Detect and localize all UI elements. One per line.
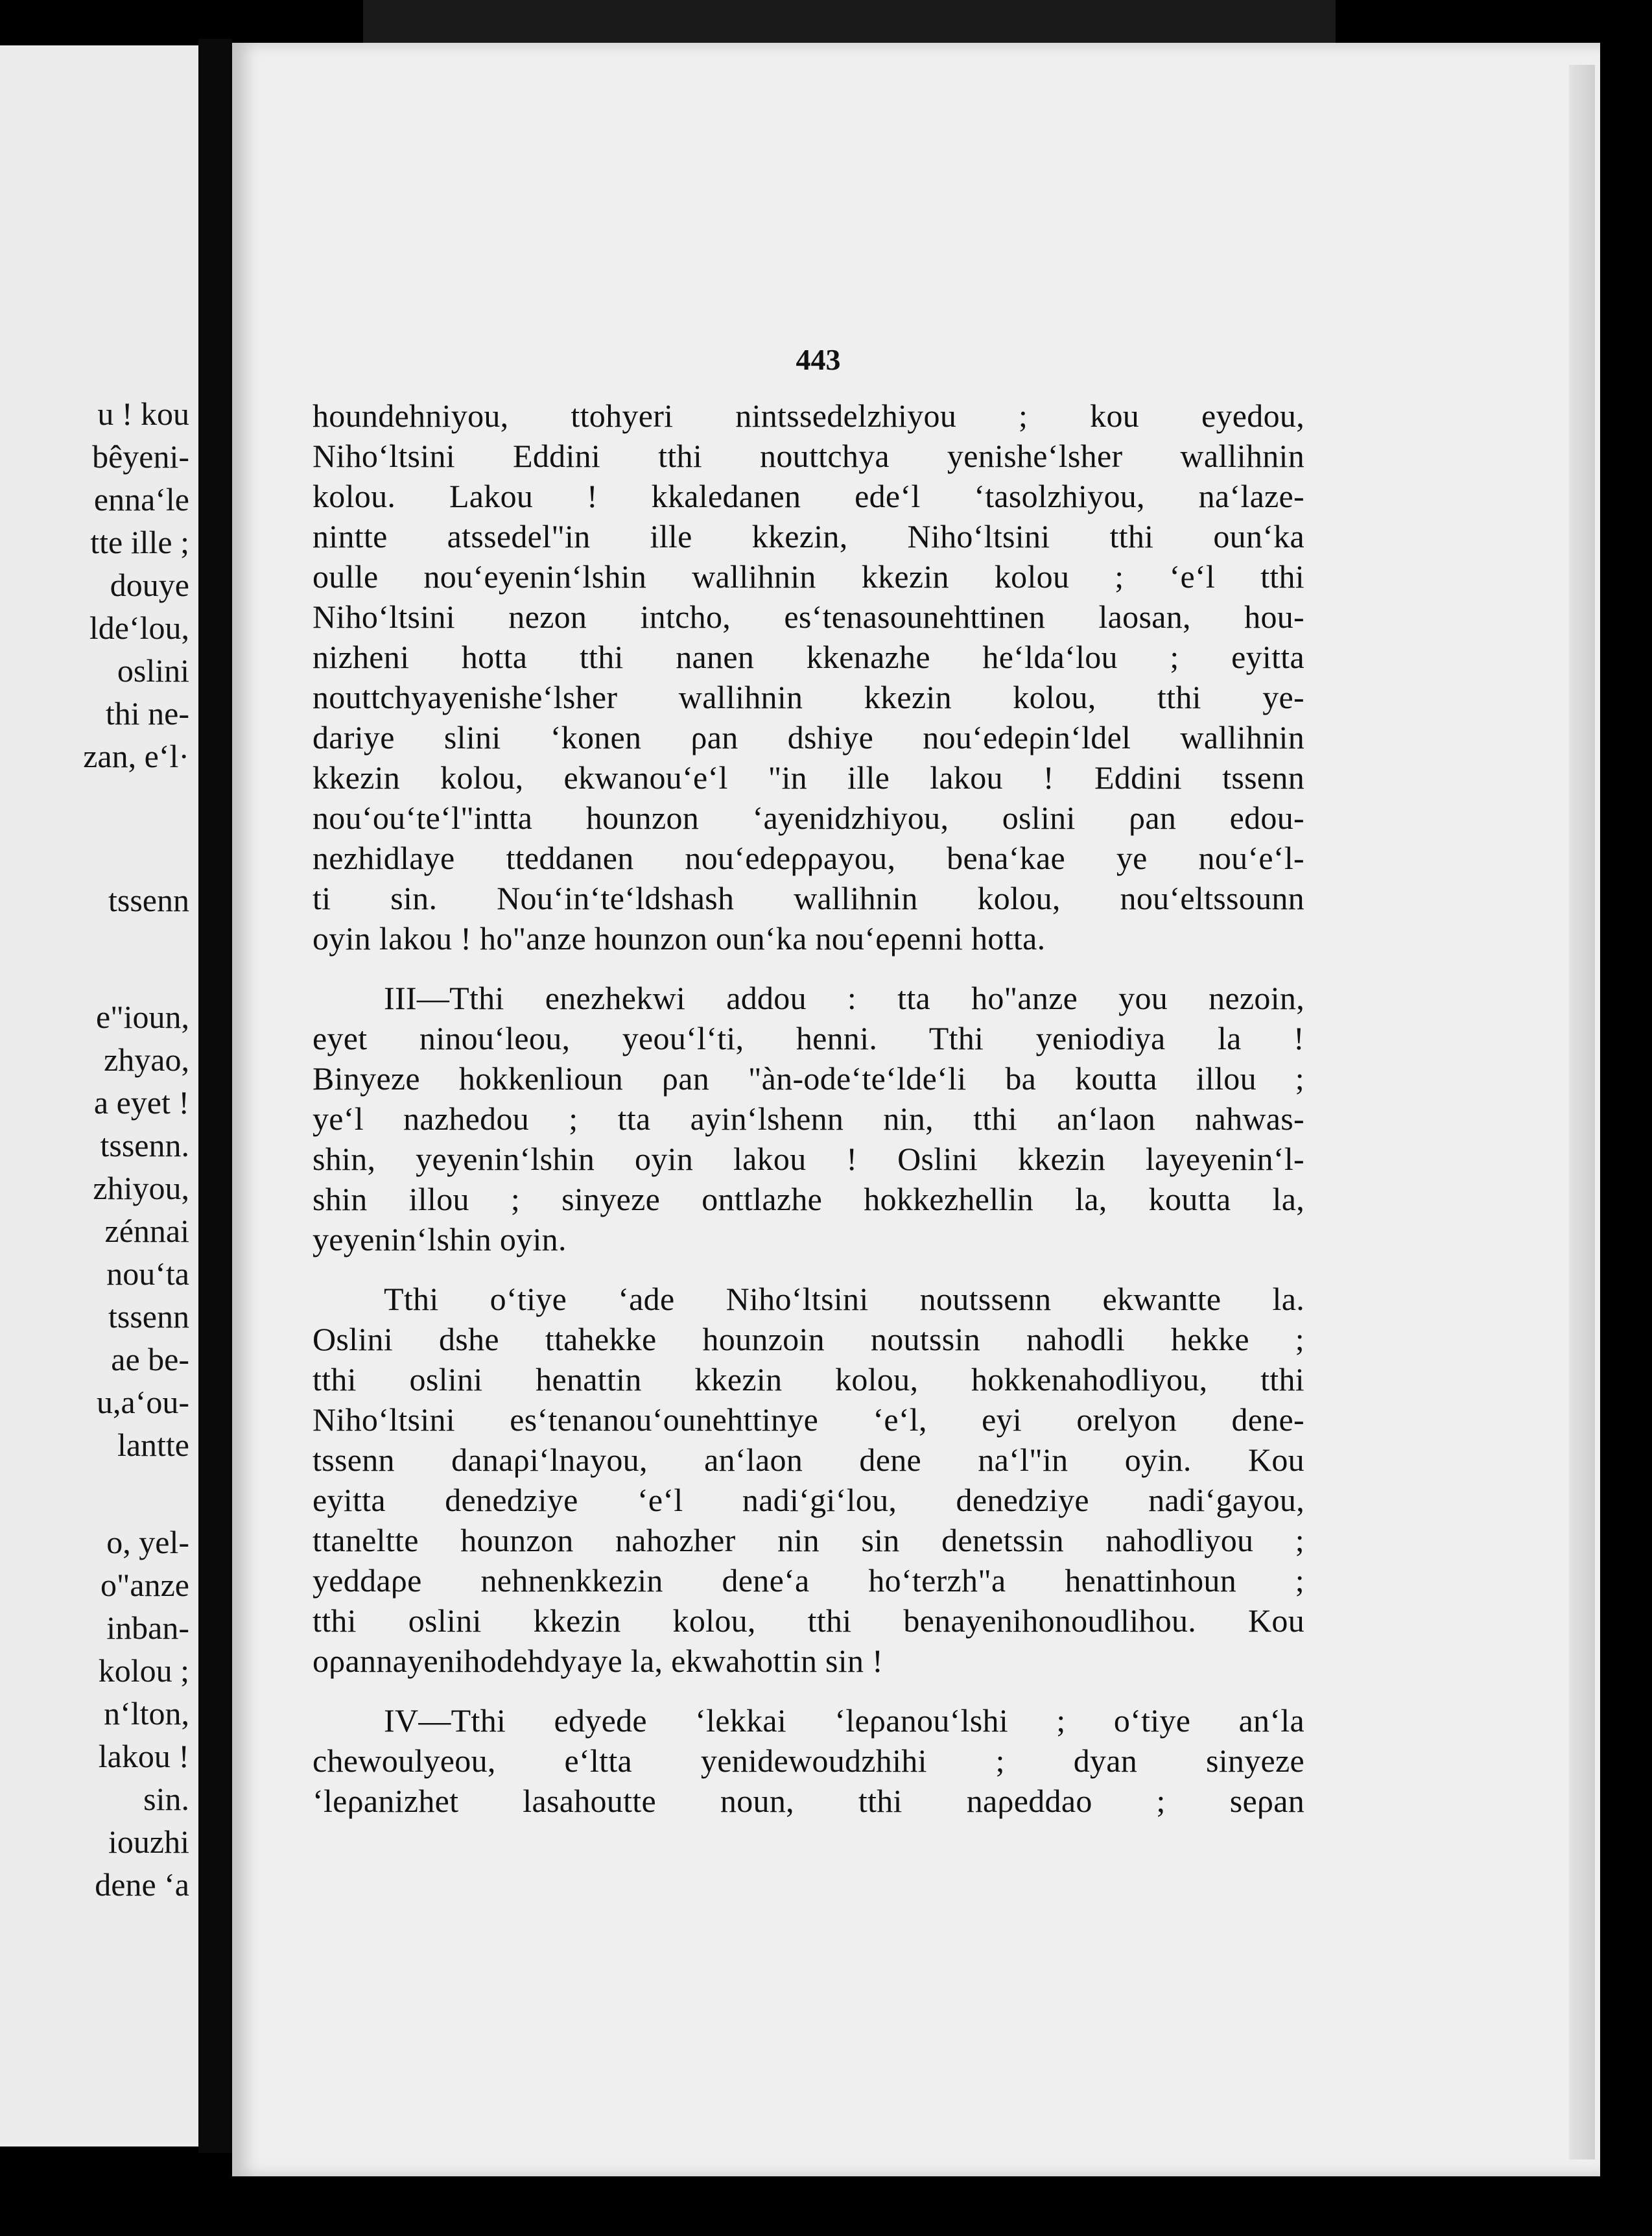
text-line: Niho‘ltsini Eddini tthi nouttchya yenishe‘lsher wallihnin xyxy=(313,438,1304,474)
text-line: nintte atssedel"in ille kkezin, Niho‘ltsini tthi oun‘ka xyxy=(313,518,1304,554)
text-line: tthi oslini henattin kkezin kolou, hokkenahodliyou, tthi xyxy=(313,1361,1304,1398)
left-line: lakou ! xyxy=(98,1738,189,1774)
left-line: inban- xyxy=(106,1610,189,1646)
page-edge-shadow xyxy=(1569,65,1595,2159)
left-line: lantte xyxy=(117,1427,189,1463)
left-line: n‘lton, xyxy=(104,1695,189,1731)
left-line: a eyet ! xyxy=(93,1084,189,1121)
text-line: nizheni hotta tthi nanen kkenazhe he‘lda‘lou ; eyitta xyxy=(313,639,1304,675)
left-line: tte ille ; xyxy=(90,524,189,560)
left-line: e"ioun, xyxy=(96,999,189,1035)
text-line: Binyeze hokkenlioun ρan "àn-ode‘te‘lde‘li ba koutta illou ; xyxy=(313,1060,1304,1097)
left-line: oslini xyxy=(117,652,189,689)
scan-top-edge xyxy=(363,0,1336,43)
text-line: shin, yeyenin‘lshin oyin lakou ! Oslini kkezin layeyenin‘l- xyxy=(313,1141,1304,1177)
text-line: kolou. Lakou ! kkaledanen ede‘l ‘tasolzhiyou, na‘laze- xyxy=(313,478,1304,514)
left-line: zan, e‘l· xyxy=(83,738,189,774)
left-line: enna‘le xyxy=(93,481,189,517)
left-line: u ! kou xyxy=(97,396,189,432)
left-line: zhiyou, xyxy=(93,1170,189,1206)
text-line: tssenn danaρi‘lnayou, an‘laon dene na‘l"in oyin. Kou xyxy=(313,1442,1304,1478)
left-line: zénnai xyxy=(104,1213,189,1249)
left-line: nou‘ta xyxy=(106,1255,189,1292)
left-line: lde‘lou, xyxy=(89,610,189,646)
text-line: yeddaρe nehnenkkezin dene‘a ho‘terzh"a henattinhoun ; xyxy=(313,1562,1304,1599)
left-line: douye xyxy=(110,567,189,603)
text-line: eyitta denedziye ‘e‘l nadi‘gi‘lou, denedziye nadi‘gayou, xyxy=(313,1482,1304,1518)
text-line: ‘leρanizhet lasahoutte noun, tthi naρeddao ; seρan xyxy=(313,1783,1304,1819)
left-line: iouzhi xyxy=(108,1824,189,1860)
left-line: kolou ; xyxy=(98,1652,189,1689)
book-gutter xyxy=(198,39,232,2153)
left-line: thi ne- xyxy=(105,695,189,731)
text-line: nou‘ou‘te‘l"intta hounzon ‘ayenidzhiyou, oslini ρan edou- xyxy=(313,800,1304,836)
page-number: 443 xyxy=(796,343,841,376)
text-line: kkezin kolou, ekwanou‘e‘l "in ille lakou ! Eddini tssenn xyxy=(313,759,1304,796)
text-line: yeyenin‘lshin oyin. xyxy=(313,1221,567,1257)
text-line: tthi oslini kkezin kolou, tthi benayenihonoudlihou. Kou xyxy=(313,1602,1304,1639)
left-line: sin. xyxy=(143,1781,189,1817)
text-line: ttaneltte hounzon nahozher nin sin denetssin nahodliyou ; xyxy=(313,1522,1304,1558)
text-line: dariye slini ‘konen ρan dshiye nou‘edeρin‘ldel wallihnin xyxy=(313,719,1304,755)
left-line: tssenn xyxy=(108,1298,189,1335)
text-line: nouttchyayenishe‘lsher wallihnin kkezin kolou, tthi ye- xyxy=(313,679,1304,715)
text-line: oulle nou‘eyenin‘lshin wallihnin kkezin kolou ; ‘e‘l tthi xyxy=(313,558,1304,595)
text-line: oyin lakou ! ho"anze hounzon oun‘ka nou‘eρenni hotta. xyxy=(313,920,1046,957)
left-line: dene ‘a xyxy=(95,1866,189,1903)
text-line: shin illou ; sinyeze onttlazhe hokkezhellin la, koutta la, xyxy=(313,1181,1304,1217)
left-line: ae be- xyxy=(111,1341,189,1377)
left-line: o"anze xyxy=(100,1567,189,1603)
text-line: Tthi o‘tiye ‘ade Niho‘ltsini noutssenn ekwantte la. xyxy=(384,1281,1304,1317)
text-line: chewoulyeou, e‘ltta yenidewoudzhihi ; dyan sinyeze xyxy=(313,1742,1304,1779)
text-line: IV—Tthi edyede ‘lekkai ‘leρanou‘lshi ; o‘tiye an‘la xyxy=(384,1702,1304,1739)
left-line: bêyeni- xyxy=(92,438,189,475)
text-line: oρannayenihodehdyaye la, ekwahottin sin ! xyxy=(313,1643,884,1679)
left-line: zhyao, xyxy=(104,1041,189,1078)
text-line: Niho‘ltsini nezon intcho, es‘tenasounehttinen laosan, hou- xyxy=(313,599,1304,635)
left-line: tssenn. xyxy=(100,1127,189,1163)
text-line: houndehniyou, ttohyeri nintssedelzhiyou ; kou eyedou, xyxy=(313,398,1304,434)
text-line: eyet ninou‘leou, yeou‘l‘ti, henni. Tthi yeniodiya la ! xyxy=(313,1020,1304,1056)
left-line: o, yel- xyxy=(106,1524,189,1560)
text-line: Oslini dshe ttahekke hounzoin noutssin nahodli hekke ; xyxy=(313,1321,1304,1357)
text-line: ti sin. Nou‘in‘te‘ldshash wallihnin kolou, nou‘eltssounn xyxy=(313,880,1304,916)
text-line: III—Tthi enezhekwi addou : tta ho"anze you nezoin, xyxy=(384,980,1304,1016)
text-line: nezhidlaye tteddanen nou‘edeρρayou, bena‘kae ye nou‘e‘l- xyxy=(313,840,1304,876)
left-line: tssenn xyxy=(108,882,189,918)
text-line: ye‘l nazhedou ; tta ayin‘lshenn nin, tthi an‘laon nahwas- xyxy=(313,1100,1304,1137)
left-line: u,a‘ou- xyxy=(97,1384,189,1420)
left-page-fragment xyxy=(0,45,198,2147)
text-line: Niho‘ltsini es‘tenanou‘ounehttinye ‘e‘l, eyi orelyon dene- xyxy=(313,1401,1304,1438)
